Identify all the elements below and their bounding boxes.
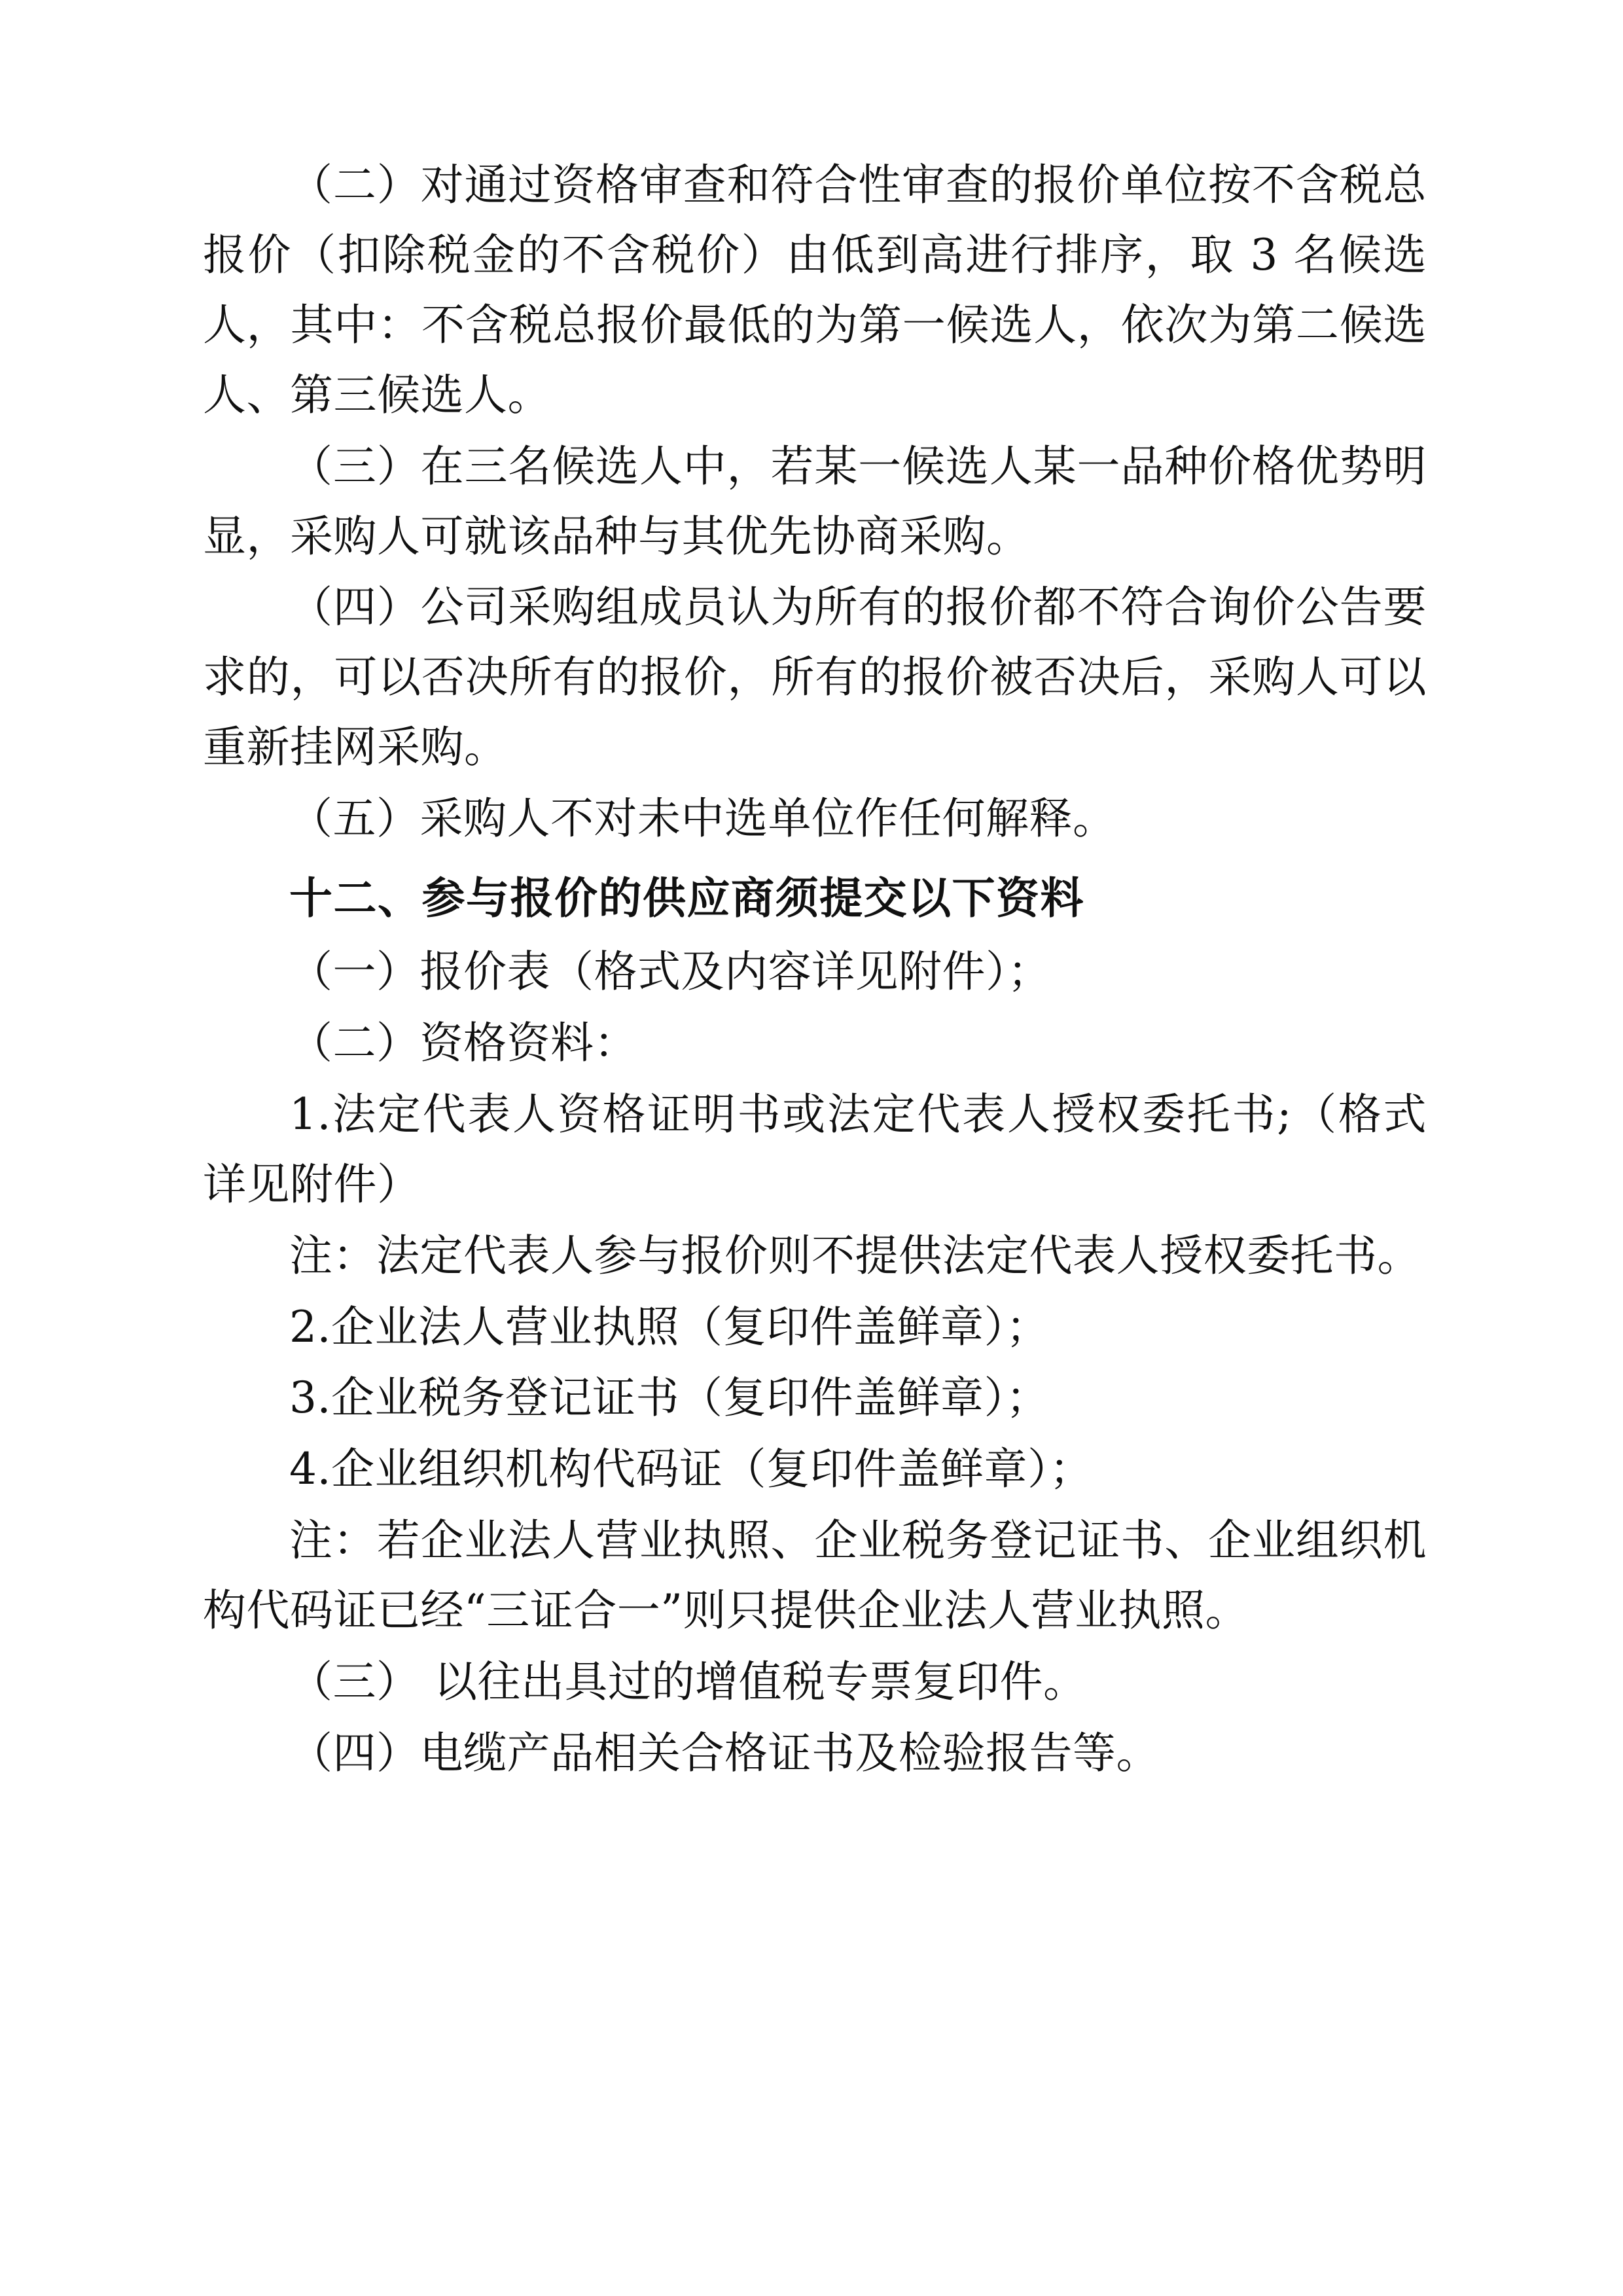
paragraph-clause-5: （五）采购人不对未中选单位作任何解释。	[289, 793, 1116, 844]
section-heading-12: 十二、参与报价的供应商须提交以下资料	[289, 872, 1084, 924]
paragraph-item-2-4: 4.企业组织机构代码证（复印件盖鲜章）；	[289, 1444, 1093, 1495]
paragraph-item-2-2: 2.企业法人营业执照（复印件盖鲜章）；	[289, 1301, 1050, 1352]
paragraph-item-2-1-note: 注：法定代表人参与报价则不提供法定代表人授权委托书。	[289, 1230, 1421, 1281]
paragraph-clause-3: （三）在三名候选人中，若某一候选人某一品种价格优势明显，采购人可就该品种与其优先协商采购。	[203, 440, 1427, 562]
paragraph-item-2-1: 1.法定代表人资格证明书或法定代表人授权委托书;（格式详见附件）	[203, 1088, 1427, 1210]
paragraph-item-1: （一）报价表（格式及内容详见附件）；	[289, 946, 1051, 997]
paragraph-item-2-note: 注：若企业法人营业执照、企业税务登记证书、企业组织机构代码证已经“三证合一”则只提供企业法人营业执照。	[203, 1515, 1427, 1636]
document-body	[203, 151, 1427, 1789]
paragraph-item-4: （四）电缆产品相关合格证书及检验报告等。	[289, 1727, 1160, 1778]
paragraph-item-2: （二）资格资料：	[289, 1017, 637, 1068]
paragraph-item-2-3: 3.企业税务登记证书（复印件盖鲜章）；	[289, 1372, 1050, 1424]
paragraph-clause-2: （二）对通过资格审查和符合性审查的报价单位按不含税总报价（扣除税金的不含税价）由低到高进行排序，取 3 名候选人，其中：不含税总报价最低的为第一候选人，依次为第二候选人、第三候选人。	[203, 160, 1427, 420]
paragraph-item-3: （三） 以往出具过的增值税专票复印件。	[289, 1657, 1087, 1708]
paragraph-clause-4: （四）公司采购组成员认为所有的报价都不符合询价公告要求的，可以否决所有的报价，所有的报价被否决后，采购人可以重新挂网采购。	[203, 582, 1427, 773]
